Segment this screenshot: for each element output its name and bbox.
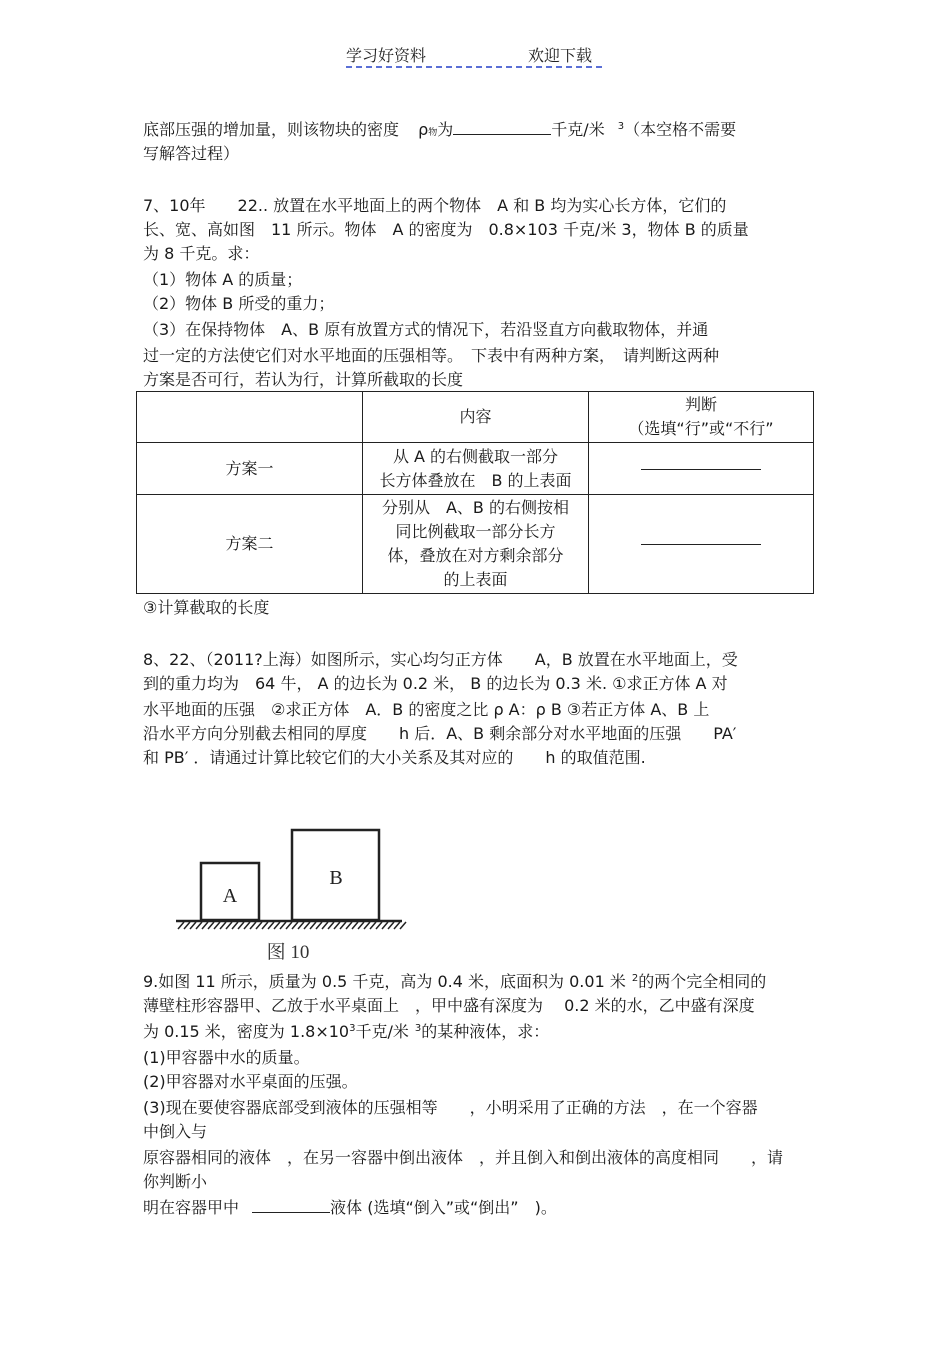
- hatch-stroke: [334, 922, 340, 929]
- hatch-stroke: [400, 922, 406, 929]
- q9-line-1-text: 9.如图 11 所示，质量为 0.5 千克，高为 0.4 米，底面积为 0.01 米: [143, 972, 626, 991]
- intro-exponent: 3: [617, 121, 625, 132]
- plan-two-content-line: 的上表面: [443, 570, 508, 589]
- hatch-stroke: [274, 922, 280, 929]
- hatch-stroke: [268, 922, 274, 929]
- plan-one-content-line: 长方体叠放在 B 的上表面: [379, 470, 572, 490]
- hatch-stroke: [340, 922, 346, 929]
- answer-blank-pour[interactable]: [252, 1196, 330, 1213]
- q9-line-7: 中倒入与: [143, 1122, 208, 1141]
- q9-line-3-unit: 千克/米: [355, 1022, 409, 1041]
- hatch-stroke: [250, 922, 256, 929]
- hatch-stroke: [292, 922, 298, 929]
- q7-line-2: 长、宽、高如图 11 所示。物体 A 的密度为 0.8×103 千克/米 3，物体 B 的质量: [143, 220, 749, 239]
- intro-line-1: [143, 118, 736, 145]
- q9-line-3-text: 为 0.15 米，密度为 1.8×10: [143, 1022, 350, 1041]
- judge-hint: （选填“行”或“不行”: [628, 419, 774, 438]
- q8-line-5: 和 PB′ ．请通过计算比较它们的大小关系及其对应的 h 的取值范围.: [143, 748, 646, 767]
- hatch-stroke: [220, 922, 226, 929]
- hatch-stroke: [214, 922, 220, 929]
- hatch-stroke: [316, 922, 322, 929]
- plan-one-content-line: 从 A 的右侧截取一部分: [392, 446, 559, 466]
- q9-line-10-text: 明在容器甲中: [143, 1198, 240, 1217]
- hatch-stroke: [370, 922, 376, 929]
- plan-one-name: 方案一: [137, 443, 363, 495]
- q9-line-4: (1)甲容器中水的质量。: [143, 1048, 310, 1067]
- hatch-stroke: [262, 922, 268, 929]
- q7-line-1: 7、10年 22.. 放置在水平地面上的两个物体 A 和 B 均为实心长方体，它们的: [143, 196, 727, 215]
- table-header-content: 内容: [363, 392, 589, 443]
- answer-line: [641, 544, 761, 545]
- q7-line-5: （2）物体 B 所受的重力；: [143, 294, 335, 313]
- q7-footer: ③计算截取的长度: [143, 598, 270, 617]
- plan-one-judge[interactable]: [589, 443, 814, 495]
- q7-line-3: 为 8 千克。求：: [143, 244, 260, 263]
- ground-hatching: [178, 922, 406, 929]
- table-row: [137, 443, 814, 495]
- hatch-stroke: [388, 922, 394, 929]
- plan-two-judge[interactable]: [589, 495, 814, 594]
- q9-exponent-3b: 3: [414, 1023, 422, 1034]
- answer-blank-density[interactable]: [453, 118, 551, 135]
- plan-two-content-line: 同比例截取一部分长方: [395, 522, 556, 541]
- hatch-stroke: [382, 922, 388, 929]
- intro-text-b: 为: [437, 120, 454, 139]
- hatch-stroke: [322, 922, 328, 929]
- table-header-empty: [137, 392, 363, 443]
- plan-two-content-line: 分别从 A、B 的右侧按相: [381, 498, 569, 517]
- intro-text-a: 底部压强的增加量，则该物块的密度: [143, 120, 400, 139]
- q8-line-2: 到的重力均为 64 牛， A 的边长为 0.2 米， B 的边长为 0.3 米. ①求正方体 A 对: [143, 674, 728, 693]
- figure-10: [170, 820, 410, 965]
- hatch-stroke: [286, 922, 292, 929]
- table-header-row: [137, 392, 814, 443]
- q7-line-4: （1）物体 A 的质量；: [143, 270, 303, 289]
- header-right: 欢迎下载: [528, 46, 593, 65]
- q7-line-8: 方案是否可行，若认为行，计算所截取的长度: [143, 370, 464, 389]
- intro-unit: 千克/米: [551, 120, 605, 139]
- table-row: [137, 495, 814, 594]
- q9-line-2: 薄壁柱形容器甲、乙放于水平桌面上 ，甲中盛有深度为 0.2 米的水，乙中盛有深度: [143, 996, 755, 1015]
- hatch-stroke: [352, 922, 358, 929]
- plan-two-content: [363, 495, 589, 594]
- q8-line-3: 水平地面的压强 ②求正方体 A．B 的密度之比 ρ A：ρ B ③若正方体 A、B 上: [143, 700, 710, 719]
- table-header-judge: [589, 392, 814, 443]
- q8-line-1: 8、22、（2011?上海）如图所示，实心均匀正方体 A，B 放置在水平地面上，受: [143, 650, 738, 669]
- hatch-stroke: [226, 922, 232, 929]
- hatch-stroke: [202, 922, 208, 929]
- hatch-stroke: [238, 922, 244, 929]
- plan-two-content-line: 体，叠放在对方剩余部分: [387, 546, 564, 565]
- q9-line-1-text-b: 的两个完全相同的: [638, 972, 767, 991]
- hatch-stroke: [364, 922, 370, 929]
- rho-symbol: ρ: [418, 120, 429, 139]
- q7-line-7: 过一定的方法使它们对水平地面的压强相等。 下表中有两种方案， 请判断这两种: [143, 346, 720, 365]
- judge-title: 判断: [684, 395, 717, 414]
- answer-line: [641, 469, 761, 470]
- q8-line-4: 沿水平方向分别截去相同的厚度 h 后．A、B 剩余部分对水平地面的压强 PA′: [143, 724, 737, 743]
- hatch-stroke: [376, 922, 382, 929]
- q9-line-1: [143, 970, 766, 994]
- hatch-stroke: [346, 922, 352, 929]
- hatch-stroke: [304, 922, 310, 929]
- q9-exponent-2: 2: [631, 973, 639, 984]
- q9-line-9: 你判断小: [143, 1172, 208, 1191]
- hatch-stroke: [256, 922, 262, 929]
- rho-subscript: 物: [428, 128, 438, 138]
- q7-line-6: （3）在保持物体 A、B 原有放置方式的情况下，若沿竖直方向截取物体，并通: [143, 320, 709, 339]
- block-a-label: A: [222, 885, 238, 907]
- hatch-stroke: [298, 922, 304, 929]
- q9-line-10-text-b: 液体 (选填“倒入”或“倒出” )。: [330, 1198, 557, 1217]
- figure-caption: 图 10: [266, 942, 310, 963]
- hatch-stroke: [178, 922, 184, 929]
- hatch-stroke: [394, 922, 400, 929]
- header-left: 学习好资料: [346, 46, 427, 65]
- header-divider: [346, 66, 602, 68]
- hatch-stroke: [232, 922, 238, 929]
- hatch-stroke: [310, 922, 316, 929]
- hatch-stroke: [190, 922, 196, 929]
- plan-two-name: 方案二: [137, 495, 363, 594]
- hatch-stroke: [328, 922, 334, 929]
- q9-exponent-3a: 3: [349, 1023, 356, 1034]
- intro-line-2: 写解答过程）: [143, 144, 240, 163]
- q9-line-3-text-c: 的某种液体，求：: [421, 1022, 550, 1041]
- block-b-label: B: [329, 867, 343, 889]
- hatch-stroke: [280, 922, 286, 929]
- hatch-stroke: [208, 922, 214, 929]
- q9-line-8: 原容器相同的液体 ，在另一容器中倒出液体 ，并且倒入和倒出液体的高度相同 ，请: [143, 1148, 784, 1167]
- hatch-stroke: [244, 922, 250, 929]
- hatch-stroke: [196, 922, 202, 929]
- q9-line-5: (2)甲容器对水平桌面的压强。: [143, 1072, 358, 1091]
- plan-table: [136, 391, 814, 594]
- hatch-stroke: [358, 922, 364, 929]
- q9-line-3: [143, 1020, 549, 1044]
- q9-line-10: [143, 1196, 557, 1220]
- q9-line-6: (3)现在要使容器底部受到液体的压强相等 ，小明采用了正确的方法 ，在一个容器: [143, 1098, 758, 1117]
- plan-one-content: [363, 443, 589, 495]
- intro-text-d: （本空格不需要: [624, 120, 737, 139]
- hatch-stroke: [184, 922, 190, 929]
